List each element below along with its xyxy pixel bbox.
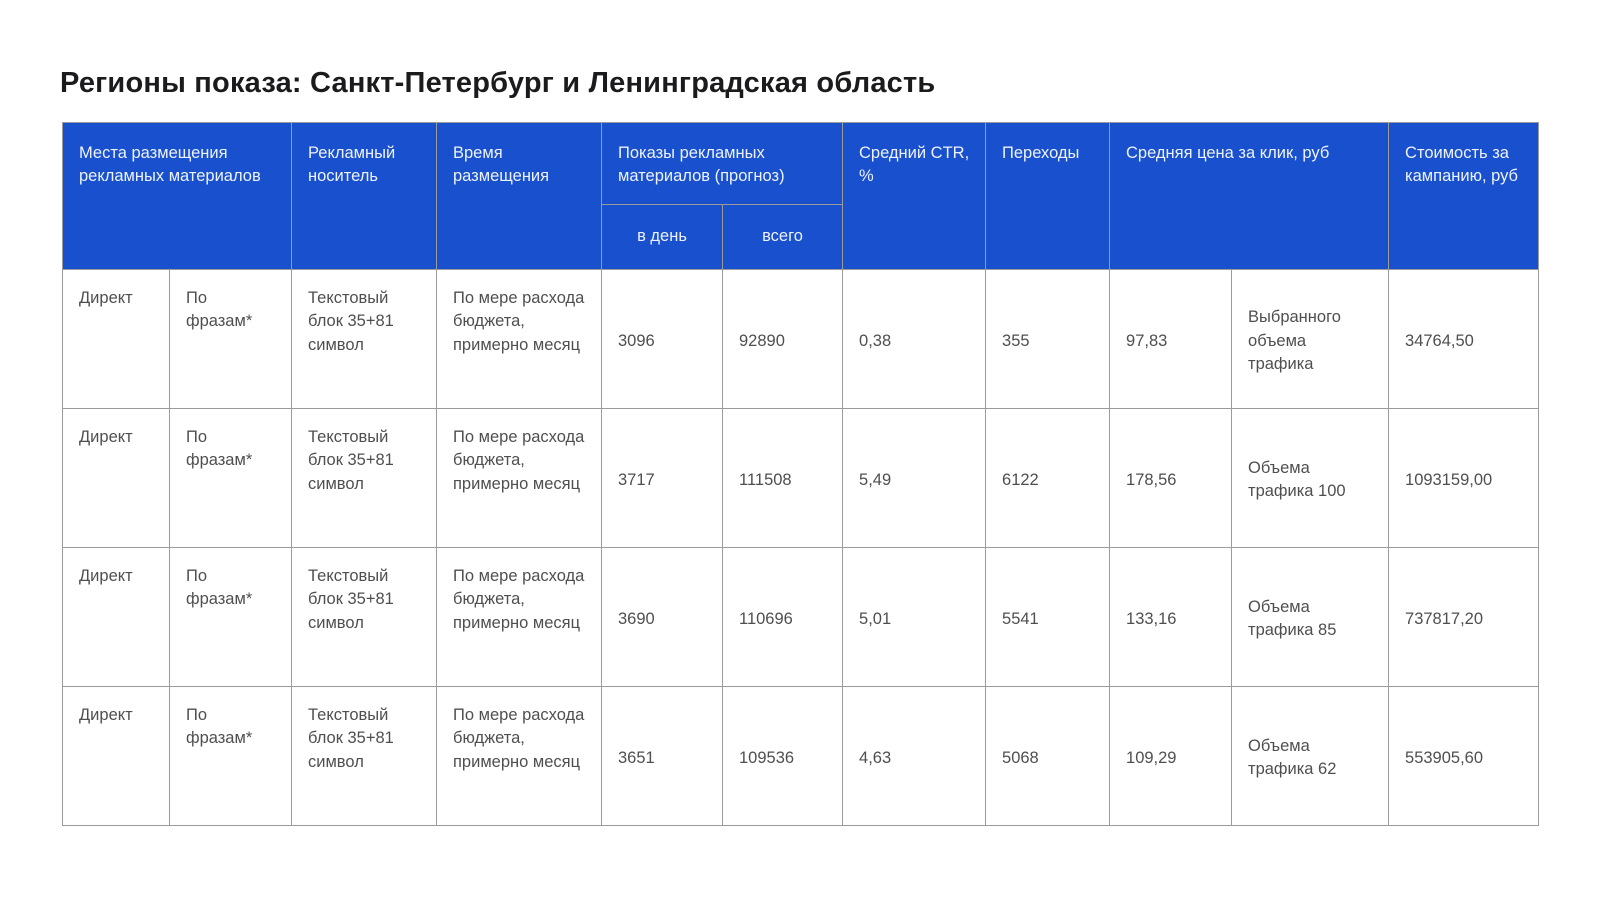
cell-medium: Текстовый блок 35+81 символ [292, 269, 437, 408]
header-medium: Рекламный носитель [292, 122, 437, 269]
cell-time: По мере расхода бюджета, примерно месяц [437, 686, 602, 825]
table-row [63, 408, 1539, 547]
header-placements: Места размещения рекламных материалов [63, 122, 292, 269]
cell-cost: 553905,60 [1389, 686, 1539, 825]
cell-medium: Текстовый блок 35+81 символ [292, 547, 437, 686]
cell-targeting: По фразам* [170, 686, 292, 825]
cell-traffic: Объема трафика 62 [1232, 686, 1389, 825]
header-impressions: Показы рекламных материалов (прогноз) [602, 122, 843, 204]
cell-place: Директ [63, 269, 170, 408]
cell-ctr: 5,01 [843, 547, 986, 686]
cell-per-day: 3096 [602, 269, 723, 408]
cell-cpc: 109,29 [1110, 686, 1232, 825]
table-row [63, 686, 1539, 825]
table-row [63, 547, 1539, 686]
cell-total: 92890 [723, 269, 843, 408]
cell-place: Директ [63, 547, 170, 686]
cell-total: 111508 [723, 408, 843, 547]
cell-cpc: 97,83 [1110, 269, 1232, 408]
cell-time: По мере расхода бюджета, примерно месяц [437, 408, 602, 547]
cell-per-day: 3690 [602, 547, 723, 686]
table-row [63, 269, 1539, 408]
cell-ctr: 0,38 [843, 269, 986, 408]
header-clicks: Переходы [986, 122, 1110, 269]
cell-cost: 737817,20 [1389, 547, 1539, 686]
cell-place: Директ [63, 408, 170, 547]
page-title: Регионы показа: Санкт-Петербург и Ленинградская область [60, 67, 936, 99]
cell-clicks: 5541 [986, 547, 1110, 686]
cell-medium: Текстовый блок 35+81 символ [292, 408, 437, 547]
header-cpc: Средняя цена за клик, руб [1110, 122, 1389, 269]
cell-place: Директ [63, 686, 170, 825]
cell-ctr: 5,49 [843, 408, 986, 547]
header-time: Время размещения [437, 122, 602, 269]
media-plan-table [62, 122, 1539, 826]
cell-traffic: Объема трафика 85 [1232, 547, 1389, 686]
cell-targeting: По фразам* [170, 408, 292, 547]
cell-traffic: Выбранного объема трафика [1232, 269, 1389, 408]
cell-traffic: Объема трафика 100 [1232, 408, 1389, 547]
cell-cost: 34764,50 [1389, 269, 1539, 408]
cell-time: По мере расхода бюджета, примерно месяц [437, 269, 602, 408]
table-header [63, 122, 1539, 269]
header-impressions-total: всего [723, 204, 843, 269]
cell-targeting: По фразам* [170, 547, 292, 686]
cell-total: 109536 [723, 686, 843, 825]
cell-targeting: По фразам* [170, 269, 292, 408]
cell-per-day: 3717 [602, 408, 723, 547]
cell-clicks: 6122 [986, 408, 1110, 547]
header-cost: Стоимость за кампанию, руб [1389, 122, 1539, 269]
cell-medium: Текстовый блок 35+81 символ [292, 686, 437, 825]
cell-clicks: 5068 [986, 686, 1110, 825]
cell-time: По мере расхода бюджета, примерно месяц [437, 547, 602, 686]
cell-per-day: 3651 [602, 686, 723, 825]
header-ctr: Средний CTR, % [843, 122, 986, 269]
cell-cpc: 178,56 [1110, 408, 1232, 547]
cell-cost: 1093159,00 [1389, 408, 1539, 547]
cell-ctr: 4,63 [843, 686, 986, 825]
cell-clicks: 355 [986, 269, 1110, 408]
header-impressions-per-day: в день [602, 204, 723, 269]
cell-cpc: 133,16 [1110, 547, 1232, 686]
cell-total: 110696 [723, 547, 843, 686]
